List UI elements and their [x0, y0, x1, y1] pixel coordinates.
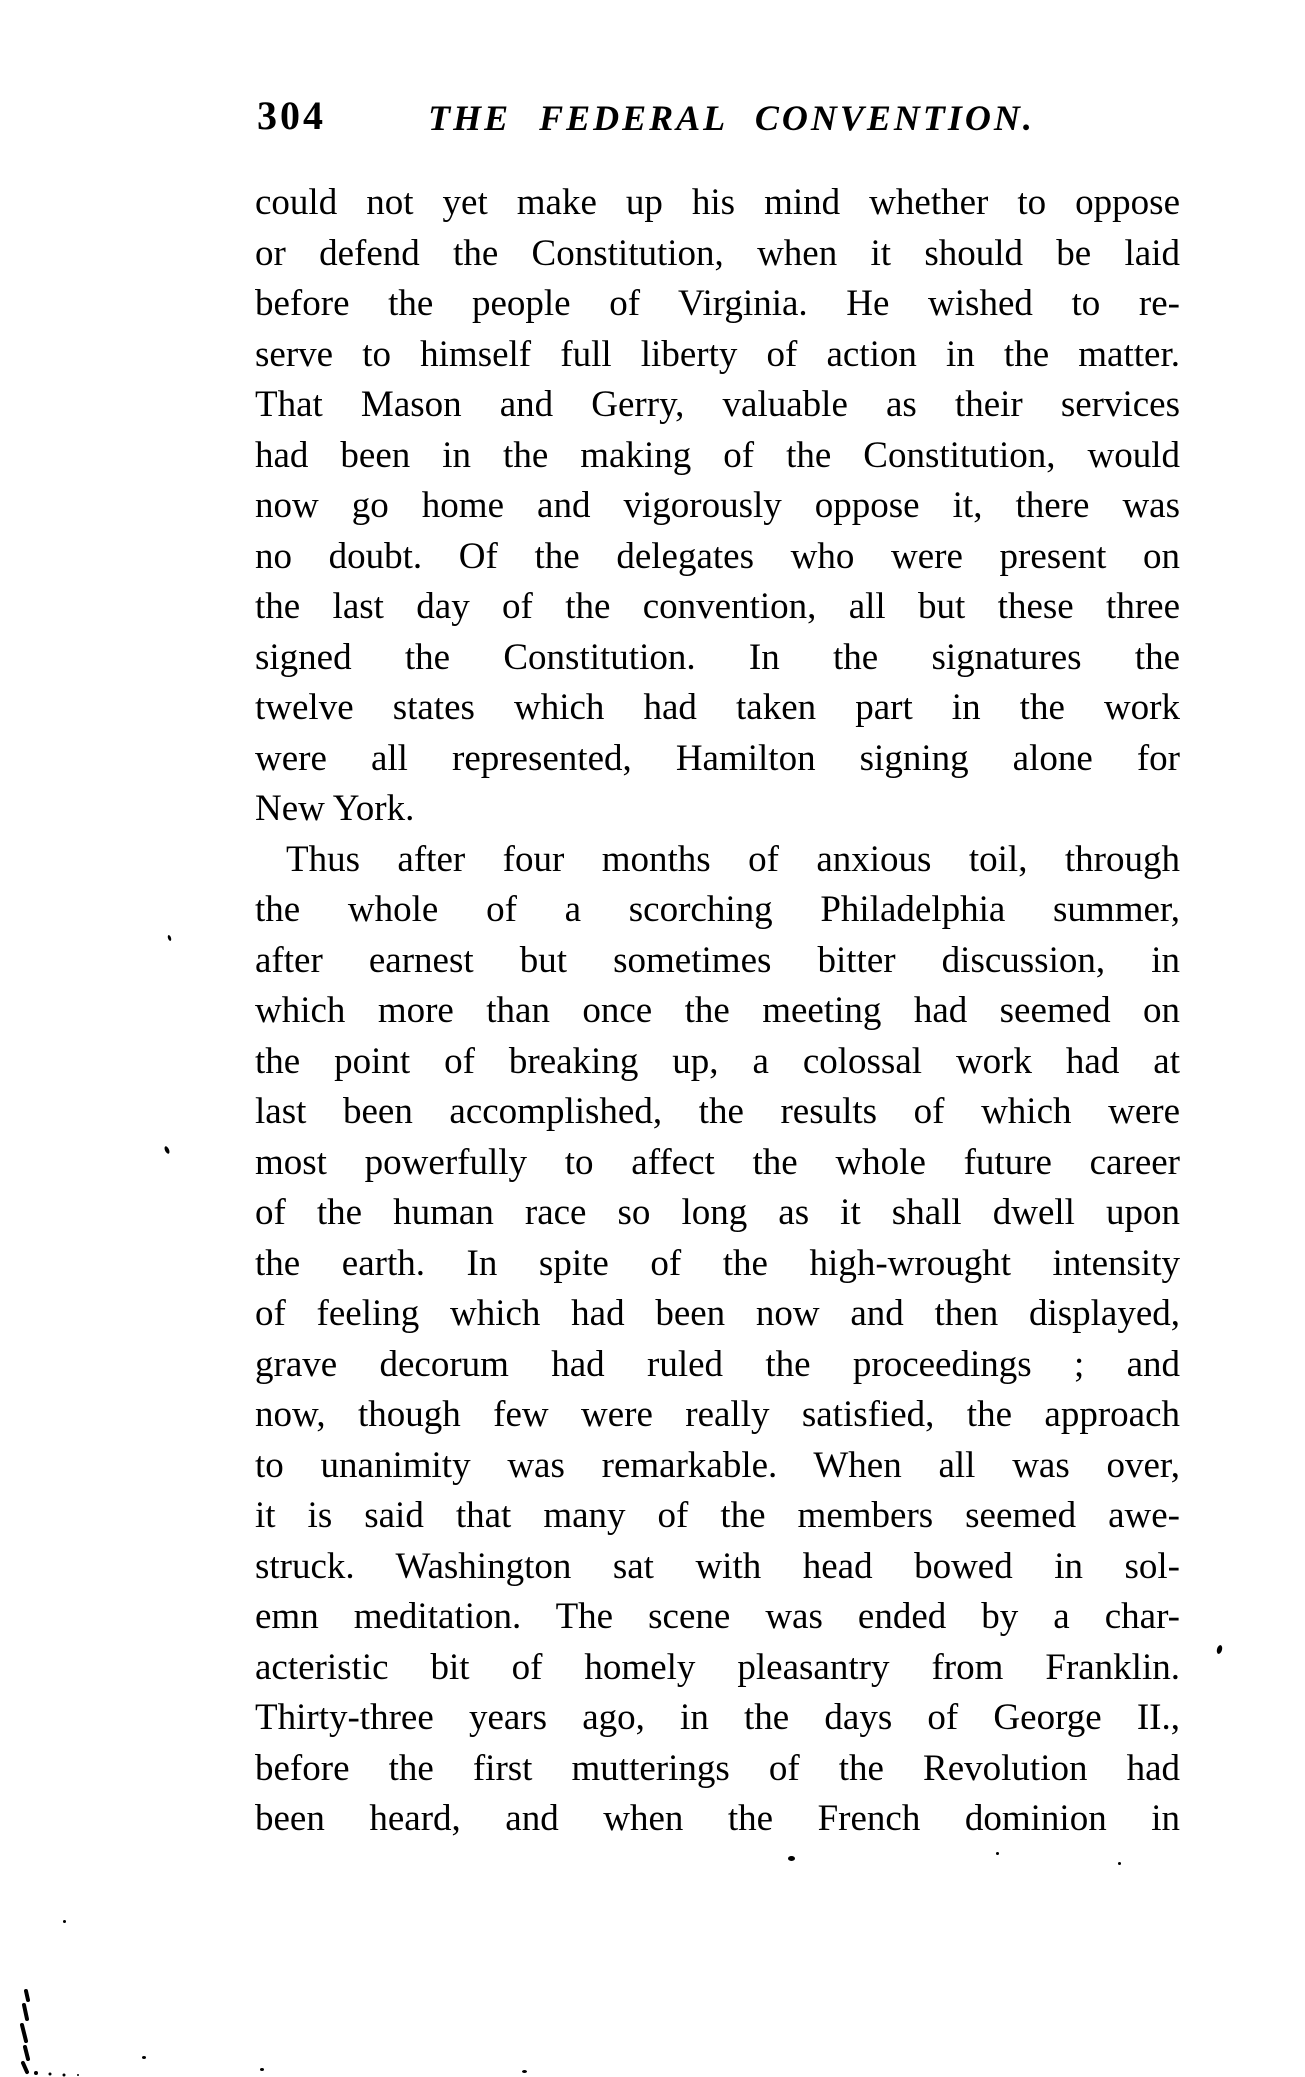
text-line: no doubt. Of the delegates who were present on: [255, 535, 1180, 577]
text-line: of the human race so long as it shall dwell upon: [255, 1192, 1180, 1233]
paragraph: [255, 178, 1180, 835]
text-line: been heard, and when the French dominion in: [255, 1798, 1180, 1839]
text-line: now go home and vigorously oppose it, there was: [255, 485, 1180, 526]
ink-speck: [63, 1920, 66, 1923]
ink-speck: [788, 1856, 795, 1861]
text-line: most powerfully to affect the whole future career: [255, 1141, 1180, 1183]
text-line: last been accomplished, the results of which were: [255, 1091, 1180, 1132]
text-line: after earnest but sometimes bitter discussion, in: [255, 939, 1180, 981]
paragraph: [255, 835, 1180, 1845]
running-title: THE FEDERAL CONVENTION.: [428, 98, 1035, 138]
ink-speck: [1216, 1645, 1223, 1655]
text-line: the last day of the convention, all but these three: [255, 586, 1180, 627]
text-line: could not yet make up his mind whether to oppose: [255, 182, 1180, 223]
text-line: New York.: [255, 788, 415, 829]
text-line: acteristic bit of homely pleasantry from Franklin.: [255, 1646, 1180, 1688]
text-line: now, though few were really satisfied, the approach: [255, 1394, 1180, 1435]
text-line: had been in the making of the Constitution, would: [255, 434, 1180, 476]
ink-speck: [260, 2068, 264, 2071]
text-line: signed the Constitution. In the signatures the: [255, 636, 1180, 678]
body-text: [255, 178, 1180, 1845]
text-line: That Mason and Gerry, valuable as their services: [255, 384, 1180, 425]
text-line: were all represented, Hamilton signing alone for: [255, 737, 1180, 779]
ink-speck: [163, 1146, 170, 1155]
text-line: which more than once the meeting had seemed on: [255, 990, 1180, 1031]
text-line: emn meditation. The scene was ended by a char-: [255, 1596, 1180, 1637]
text-line: twelve states which had taken part in the work: [255, 687, 1180, 728]
ink-speck: [1118, 1862, 1121, 1865]
text-line: grave decorum had ruled the proceedings ; and: [255, 1343, 1180, 1385]
text-line: to unanimity was remarkable. When all was over,: [255, 1444, 1180, 1486]
text-line: before the people of Virginia. He wished to re-: [255, 283, 1180, 324]
text-line: the point of breaking up, a colossal work had at: [255, 1040, 1180, 1082]
text-line: of feeling which had been now and then displayed,: [255, 1293, 1180, 1334]
ink-speck: [167, 935, 172, 942]
text-line: the earth. In spite of the high-wrought intensity: [255, 1242, 1180, 1284]
text-line: the whole of a scorching Philadelphia summer,: [255, 889, 1180, 930]
ink-speck: [142, 2056, 146, 2059]
text-line: before the first mutterings of the Revolution had: [255, 1747, 1180, 1789]
page-number: 304: [257, 93, 326, 138]
text-line: Thirty-three years ago, in the days of George II.,: [255, 1697, 1180, 1738]
ink-speck: [522, 2070, 527, 2073]
text-line: or defend the Constitution, when it should be laid: [255, 232, 1180, 274]
scan-edge-artifact: [12, 1985, 102, 2077]
text-line: serve to himself full liberty of action in the matter.: [255, 333, 1180, 375]
text-line: Thus after four months of anxious toil, through: [286, 838, 1180, 880]
ink-speck: [996, 1852, 999, 1855]
text-line: struck. Washington sat with head bowed in sol-: [255, 1545, 1180, 1587]
text-line: it is said that many of the members seemed awe-: [255, 1495, 1180, 1536]
